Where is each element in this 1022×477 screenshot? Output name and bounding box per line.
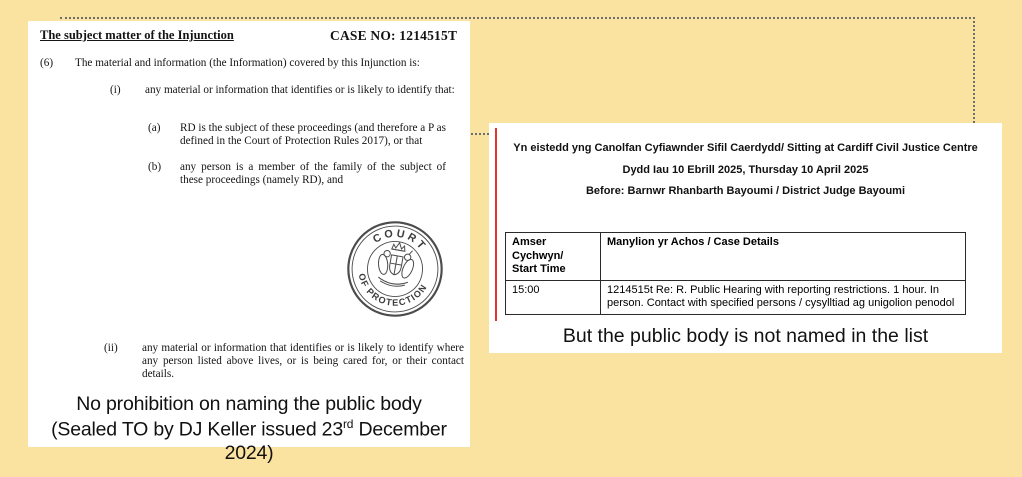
hearing-table-row — [506, 280, 966, 314]
column-header-start-time-line3: Start Time — [512, 263, 566, 275]
hearing-time-cell: 15:00 — [506, 280, 601, 314]
annotation-no-prohibition: No prohibition on naming the public body — [76, 393, 422, 415]
dotted-connector-top — [60, 17, 975, 19]
clause-item-i-number: (i) — [110, 84, 121, 96]
column-header-start-time — [506, 233, 601, 281]
dotted-connector-middle — [468, 133, 489, 135]
annotation-sealed-order — [28, 417, 470, 465]
clause-item-ii — [104, 342, 464, 382]
annotation-sealed-order-prefix: (Sealed TO by DJ Keller issued 23 — [51, 418, 343, 441]
listing-heading-judge: Before: Barnwr Rhanbarth Bayoumi / District Judge Bayoumi — [585, 185, 906, 197]
hearing-details-cell: 1214515t Re: R. Public Hearing with reporting restrictions. 1 hour. In person. Contact with specified persons / cysylltiad ag unigolion penodol — [601, 280, 966, 314]
injunction-title: The subject matter of the Injunction — [40, 28, 234, 42]
case-number: CASE NO: 1214515T — [330, 28, 458, 43]
court-of-protection-seal-icon — [345, 219, 445, 319]
dotted-connector-right — [973, 17, 975, 123]
seal-bottom-text: OF PROTECTION — [356, 272, 430, 308]
red-margin-line — [495, 128, 497, 321]
injunction-document — [28, 21, 470, 464]
hearing-table — [505, 232, 966, 315]
clause-item-a — [148, 122, 446, 148]
clause-6-number: (6) — [40, 57, 54, 69]
clause-item-ii-number: (ii) — [104, 342, 118, 354]
column-header-case-details: Manylion yr Achos / Case Details — [601, 233, 966, 281]
seal-top-text: COURT — [371, 227, 430, 254]
listing-heading-date: Dydd Iau 10 Ebrill 2025, Thursday 10 April 2025 — [622, 164, 869, 176]
clause-item-a-number: (a) — [148, 122, 161, 134]
clause-item-ii-text: any material or information that identifies or is likely to identify where any person listed above lives, or is being cared for, or their contact details. — [142, 342, 464, 381]
annotation-sealed-order-suffix: December 2024) — [224, 418, 447, 464]
listing-heading-venue: Yn eistedd yng Canolfan Cyfiawnder Sifil Caerdydd/ Sitting at Cardiff Civil Justice Centre — [513, 142, 978, 154]
hearing-table-header-row — [506, 233, 966, 281]
clause-item-b-number: (b) — [148, 161, 162, 173]
svg-text:OF PROTECTION — [352, 271, 430, 314]
annotation-sealed-order-ordinal: rd — [342, 417, 354, 431]
annotation-public-body-not-named: But the public body is not named in the list — [562, 325, 929, 347]
clause-item-b-text: any person is a member of the family of the subject of these proceedings (namely RD), and — [180, 161, 446, 187]
clause-item-a-text: RD is the subject of these proceedings (and therefore a P as defined in the Court of Protection Rules 2017), or that — [180, 122, 446, 148]
clause-item-b — [148, 161, 446, 187]
column-header-start-time-line1: Amser — [512, 236, 547, 248]
clause-6 — [40, 57, 450, 70]
column-header-start-time-line2: Cychwyn/ — [512, 249, 564, 262]
clause-item-i — [110, 84, 465, 97]
court-listing-document — [489, 123, 1002, 353]
clause-6-text: The material and information (the Information) covered by this Injunction is: — [75, 57, 420, 69]
clause-item-i-text: any material or information that identifies or is likely to identify that: — [145, 84, 455, 96]
